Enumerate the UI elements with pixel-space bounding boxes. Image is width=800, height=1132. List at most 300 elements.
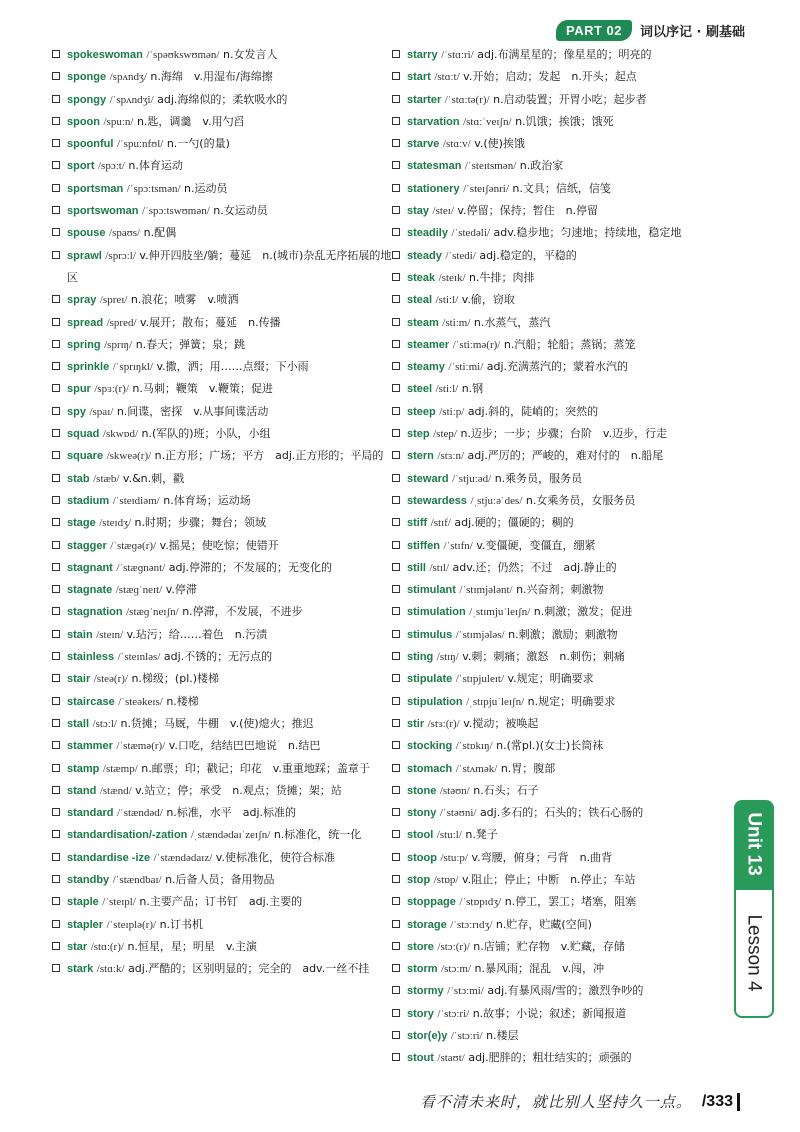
vocab-entry	[52, 914, 392, 936]
checkbox-icon[interactable]	[392, 697, 400, 705]
vocab-word: sponge	[67, 71, 107, 84]
checkbox-icon[interactable]	[52, 295, 60, 303]
checkbox-icon[interactable]	[392, 139, 400, 147]
checkbox-icon[interactable]	[52, 741, 60, 749]
vocab-entry	[52, 334, 392, 356]
checkbox-icon[interactable]	[392, 1009, 400, 1017]
unit-label: Unit 13	[734, 800, 774, 888]
vocab-pronunciation: /ˈstɑːtə(r)/	[444, 93, 490, 106]
vocab-word: starry	[407, 49, 438, 61]
vocab-entry	[392, 401, 732, 423]
checkbox-icon[interactable]	[52, 808, 60, 816]
checkbox-icon[interactable]	[392, 741, 400, 749]
checkbox-icon[interactable]	[52, 384, 60, 392]
vocab-word: staple	[67, 896, 99, 909]
vocab-entry	[392, 356, 732, 378]
vocab-word: start	[407, 71, 431, 84]
vocab-definition: n.时期；步骤；舞台；领域	[134, 516, 266, 530]
vocab-pronunciation: /stɑːt/	[434, 71, 460, 84]
part-badge: PART 02	[556, 20, 632, 41]
checkbox-icon[interactable]	[392, 362, 400, 370]
vocab-entry	[52, 222, 392, 244]
vocab-pronunciation: /stæɡˈneɪt/	[115, 584, 163, 597]
vocab-definition: adj.有暴风雨/雪的；激烈争吵的	[487, 984, 644, 998]
checkbox-icon[interactable]	[392, 429, 400, 437]
checkbox-icon[interactable]	[392, 986, 400, 994]
vocab-definition: adj.肥胖的；粗壮结实的；顽强的	[468, 1051, 632, 1065]
unit-side-tab	[734, 800, 774, 1020]
vocab-word: store	[407, 940, 434, 953]
vocab-definition: v.停留；保持；暂住 n.停留	[457, 204, 599, 218]
vocab-pronunciation: /ˈspɔːtsmən/	[126, 182, 181, 195]
vocab-entry	[392, 89, 732, 111]
checkbox-icon[interactable]	[52, 362, 60, 370]
vocab-entry	[392, 958, 732, 980]
vocab-word: stoppage	[407, 896, 456, 909]
vocab-pronunciation: /stiːm/	[442, 316, 471, 329]
vocab-word: stiffen	[407, 539, 440, 552]
checkbox-icon[interactable]	[392, 764, 400, 772]
vocab-entry	[52, 535, 392, 557]
checkbox-icon[interactable]	[52, 474, 60, 482]
vocab-pronunciation: /ˈstæɡnənt/	[116, 561, 166, 574]
vocab-pronunciation: /stæb/	[93, 472, 120, 485]
vocab-entry	[392, 512, 732, 534]
vocab-entry	[52, 891, 392, 913]
checkbox-icon[interactable]	[392, 184, 400, 192]
checkbox-icon[interactable]	[52, 161, 60, 169]
vocab-entry	[52, 512, 392, 534]
checkbox-icon[interactable]	[392, 830, 400, 838]
vocab-word: square	[67, 450, 104, 463]
vocab-pronunciation: /ˌstændədaɪˈzeɪʃn/	[190, 829, 271, 842]
vocab-definition: n.一勺(的量)	[166, 137, 230, 151]
vocab-definition: n.后备人员；备用物品	[165, 872, 275, 886]
checkbox-icon[interactable]	[392, 563, 400, 571]
vocab-definition: n.店铺；贮存物 v.贮藏，存储	[473, 939, 625, 953]
checkbox-icon[interactable]	[392, 897, 400, 905]
vocab-word: stout	[407, 1052, 434, 1065]
checkbox-icon[interactable]	[392, 964, 400, 972]
vocab-entry	[392, 557, 732, 579]
vocab-entry	[392, 155, 732, 177]
vocab-pronunciation: /stɔːl/	[92, 717, 117, 730]
vocab-pronunciation: /steɪk/	[438, 271, 466, 284]
vocab-entry	[392, 980, 732, 1002]
vocab-word: storage	[407, 918, 447, 931]
checkbox-icon[interactable]	[52, 496, 60, 504]
vocab-entry	[52, 869, 392, 891]
vocab-word: stagnate	[67, 584, 113, 597]
vocab-word: stipulation	[407, 695, 463, 708]
vocab-entry	[392, 44, 732, 66]
vocab-word: steal	[407, 294, 433, 307]
vocab-definition: n.故事；小说；叙述；新闻报道	[472, 1006, 627, 1020]
vocab-definition: n.胃；腹部	[500, 761, 556, 775]
vocab-pronunciation: /ˈstɔːri/	[437, 1007, 470, 1020]
vocab-word: stop	[407, 873, 431, 886]
vocab-pronunciation: /steɪn/	[96, 628, 124, 641]
vocab-pronunciation: /ˈstɪmjələnt/	[459, 584, 513, 597]
vocab-entry	[52, 557, 392, 579]
vocab-pronunciation: /stænd/	[99, 784, 132, 797]
vocab-word: stone	[407, 784, 437, 797]
vocab-definition: n.凳子	[465, 828, 498, 842]
vocab-pronunciation: /ˈspʌndʒi/	[109, 93, 154, 106]
vocab-entry	[52, 178, 392, 200]
vocab-definition: adj.严酷的；区别明显的；完全的 adv.一丝不挂	[128, 962, 370, 976]
vocab-pronunciation: /stəʊn/	[439, 784, 470, 797]
vocab-pronunciation: /ˈstændəd/	[116, 807, 163, 820]
vocab-entry	[52, 445, 392, 467]
vocab-pronunciation: /ˈstiːmə(r)/	[452, 338, 501, 351]
vocab-definition: n.货摊；马厩，牛棚 v.(使)熄火；推迟	[120, 716, 314, 730]
checkbox-icon[interactable]	[392, 95, 400, 103]
part-header	[556, 20, 745, 41]
checkbox-icon[interactable]	[392, 607, 400, 615]
vocab-entry	[52, 579, 392, 601]
checkbox-icon[interactable]	[392, 1031, 400, 1039]
checkbox-icon[interactable]	[52, 184, 60, 192]
checkbox-icon[interactable]	[392, 228, 400, 236]
vocab-word: stay	[407, 205, 430, 218]
vocab-word: staircase	[67, 695, 115, 708]
vocab-definition: n.贮存，贮藏(空间)	[495, 917, 592, 931]
vocab-word: stark	[67, 963, 94, 976]
vocab-definition: n.标准，水平 adj.标准的	[166, 806, 297, 820]
checkbox-icon[interactable]	[52, 830, 60, 838]
checkbox-icon[interactable]	[392, 630, 400, 638]
vocab-word: stainless	[67, 651, 115, 664]
checkbox-icon[interactable]	[392, 518, 400, 526]
vocab-pronunciation: /stɔːm/	[441, 963, 472, 976]
vocab-entry	[52, 44, 392, 66]
checkbox-icon[interactable]	[52, 563, 60, 571]
checkbox-icon[interactable]	[52, 607, 60, 615]
vocab-word: statesman	[407, 160, 462, 173]
vocab-definition: n.梯级；(pl.)楼梯	[131, 672, 220, 686]
vocab-word: story	[407, 1007, 434, 1020]
vocab-definition: n.停滞，不发展，不进步	[182, 605, 303, 619]
checkbox-icon[interactable]	[52, 585, 60, 593]
vocab-word: stomach	[407, 762, 453, 775]
vocab-pronunciation: /spred/	[106, 316, 137, 329]
vocab-entry	[52, 468, 392, 490]
vocab-pronunciation: /stiːp/	[439, 405, 465, 418]
checkbox-icon[interactable]	[52, 541, 60, 549]
vocab-definition: adv.还；仍然；不过 adj.静止的	[452, 560, 617, 574]
vocab-word: stammer	[67, 740, 113, 753]
vocab-pronunciation: /stiːl/	[435, 383, 459, 396]
vocab-definition: n.政治家	[519, 159, 564, 173]
vocab-entry	[392, 535, 732, 557]
checkbox-icon[interactable]	[52, 964, 60, 972]
vocab-entry	[392, 691, 732, 713]
vocab-entry	[392, 646, 732, 668]
vocab-entry	[52, 847, 392, 869]
vocab-pronunciation: /ˈspuːnfʊl/	[116, 138, 164, 151]
vocab-definition: n.牛排；肉排	[469, 270, 535, 284]
vocab-definition: n.女发言人	[223, 48, 278, 61]
vocab-entry	[392, 601, 732, 623]
vocab-word: stapler	[67, 918, 104, 931]
checkbox-icon[interactable]	[52, 719, 60, 727]
checkbox-icon[interactable]	[52, 429, 60, 437]
vocab-word: steam	[407, 316, 439, 329]
vocab-definition: n.体育场；运动场	[163, 493, 251, 507]
vocab-word: stern	[407, 450, 434, 463]
vocab-entry	[392, 780, 732, 802]
vocab-entry	[52, 691, 392, 713]
vocab-word: stagnation	[67, 606, 123, 619]
checkbox-icon[interactable]	[392, 251, 400, 259]
vocab-pronunciation: /ˈstəʊni/	[439, 807, 477, 820]
checkbox-icon[interactable]	[52, 50, 60, 58]
vocab-entry	[52, 245, 392, 290]
checkbox-icon[interactable]	[52, 139, 60, 147]
vocab-definition: adj.不锈的；无污点的	[163, 650, 273, 664]
checkbox-icon[interactable]	[392, 407, 400, 415]
vocab-pronunciation: /ˈstɒpɪdʒ/	[459, 896, 502, 909]
vocab-pronunciation: /stæɡˈneɪʃn/	[126, 606, 179, 619]
vocab-definition: adj.布满星星的；像星星的；明亮的	[477, 48, 652, 61]
checkbox-icon[interactable]	[392, 719, 400, 727]
vocab-word: still	[407, 561, 426, 574]
vocab-definition: adj.海绵似的；柔软吸水的	[157, 92, 288, 106]
vocab-definition: v.撒，洒；用……点缀；下小雨	[156, 360, 309, 374]
vocab-definition: adj.斜的，陡峭的；突然的	[467, 404, 599, 418]
vocab-definition: n.间谍，密探 v.从事间谍活动	[116, 404, 269, 418]
vocab-word: step	[407, 428, 430, 441]
vocab-pronunciation: /spuːn/	[103, 115, 134, 128]
checkbox-icon[interactable]	[392, 340, 400, 348]
checkbox-icon[interactable]	[52, 674, 60, 682]
checkbox-icon[interactable]	[52, 920, 60, 928]
vocab-pronunciation: /ˈstæmə(r)/	[116, 740, 166, 753]
checkbox-icon[interactable]	[52, 786, 60, 794]
vocab-entry	[52, 312, 392, 334]
checkbox-icon[interactable]	[52, 652, 60, 660]
checkbox-icon[interactable]	[392, 853, 400, 861]
vocab-word: star	[67, 940, 88, 953]
vocab-definition: n.楼层	[486, 1029, 519, 1043]
vocab-word: standardise -ize	[67, 851, 151, 864]
checkbox-icon[interactable]	[392, 920, 400, 928]
vocab-pronunciation: /ˌstjuːəˈdes/	[470, 494, 523, 507]
vocab-definition: v.口吃，结结巴巴地说 n.结巴	[168, 739, 321, 753]
vocab-word: spouse	[67, 227, 106, 240]
vocab-pronunciation: /sprɔːl/	[105, 249, 136, 262]
footer-motto: 看不清未来时，就比别人坚持久一点。	[419, 1093, 692, 1111]
vocab-word: stall	[67, 717, 90, 730]
vocab-entry	[392, 869, 732, 891]
vocab-pronunciation: /staʊt/	[437, 1052, 465, 1065]
checkbox-icon[interactable]	[392, 875, 400, 883]
vocab-definition: n.女运动员	[213, 204, 268, 218]
checkbox-icon[interactable]	[52, 95, 60, 103]
vocab-definition: v.阻止；停止；中断 n.停止；车站	[461, 872, 636, 886]
vocab-word: stoop	[407, 851, 437, 864]
vocab-entry	[52, 289, 392, 311]
vocab-pronunciation: /ˈsteɪʃənri/	[463, 182, 509, 195]
vocab-entry	[392, 468, 732, 490]
vocab-definition: n.邮票；印；戳记；印花 v.重重地踩；盖章于	[141, 761, 370, 775]
vocab-pronunciation: /ˈstɪmjələs/	[455, 628, 505, 641]
vocab-definition: n.海绵 v.用湿布/海绵擦	[150, 70, 273, 84]
checkbox-icon[interactable]	[52, 251, 60, 259]
checkbox-icon[interactable]	[392, 318, 400, 326]
vocab-pronunciation: /step/	[433, 428, 457, 441]
vocab-pronunciation: /ˈstɪfn/	[443, 539, 473, 552]
vocab-pronunciation: /stɪl/	[429, 561, 450, 574]
checkbox-icon[interactable]	[392, 451, 400, 459]
vocab-pronunciation: /ˈstɔːri/	[450, 1030, 483, 1043]
vocab-pronunciation: /ˈstjuːəd/	[452, 472, 492, 485]
vocab-entry	[52, 802, 392, 824]
checkbox-icon[interactable]	[392, 161, 400, 169]
checkbox-icon[interactable]	[392, 541, 400, 549]
checkbox-icon[interactable]	[52, 451, 60, 459]
vocab-entry	[392, 824, 732, 846]
vocab-pronunciation: /ˈstæɡə(r)/	[110, 539, 157, 552]
checkbox-icon[interactable]	[52, 340, 60, 348]
checkbox-icon[interactable]	[52, 407, 60, 415]
checkbox-icon[interactable]	[392, 1053, 400, 1061]
checkbox-icon[interactable]	[52, 853, 60, 861]
vocab-entry	[392, 624, 732, 646]
vocab-entry	[52, 66, 392, 88]
vocab-word: stagger	[67, 539, 107, 552]
vocab-entry	[52, 378, 392, 400]
vocab-entry	[52, 758, 392, 780]
vocab-word: sport	[67, 160, 95, 173]
checkbox-icon[interactable]	[392, 50, 400, 58]
vocab-definition: v.停滞	[165, 583, 197, 597]
vocab-entry	[52, 423, 392, 445]
vocab-pronunciation: /stiːl/	[435, 294, 459, 307]
vocab-word: steward	[407, 472, 449, 485]
vocab-word: standby	[67, 873, 110, 886]
checkbox-icon[interactable]	[392, 295, 400, 303]
vocab-definition: n.女乘务员，女服务员	[525, 493, 636, 507]
checkbox-icon[interactable]	[52, 518, 60, 526]
vocab-entry	[392, 758, 732, 780]
vocab-entry	[392, 423, 732, 445]
vocab-entry	[392, 267, 732, 289]
vocab-pronunciation: /stɑːˈveɪʃn/	[463, 115, 512, 128]
checkbox-icon[interactable]	[52, 942, 60, 950]
checkbox-icon[interactable]	[52, 897, 60, 905]
vocab-word: stand	[67, 784, 97, 797]
vocab-word: squad	[67, 428, 100, 441]
vocab-pronunciation: /spɔːt/	[98, 160, 125, 173]
vocab-pronunciation: /ˈstɒkɪŋ/	[455, 740, 493, 753]
checkbox-icon[interactable]	[392, 786, 400, 794]
checkbox-icon[interactable]	[392, 808, 400, 816]
checkbox-icon[interactable]	[52, 630, 60, 638]
vocab-pronunciation: /stuːp/	[440, 851, 468, 864]
checkbox-icon[interactable]	[52, 206, 60, 214]
vocab-entry	[52, 713, 392, 735]
checkbox-icon[interactable]	[52, 318, 60, 326]
checkbox-icon[interactable]	[392, 72, 400, 80]
checkbox-icon[interactable]	[52, 875, 60, 883]
page-footer	[420, 1091, 740, 1112]
vocab-entry	[392, 936, 732, 958]
vocab-entry	[392, 1047, 732, 1069]
vocab-entry	[392, 490, 732, 512]
vocab-entry	[392, 111, 732, 133]
vocab-pronunciation: /stɑːk/	[96, 963, 125, 976]
vocab-definition: v.变僵硬，变僵直，绷紧	[476, 538, 596, 552]
vocab-pronunciation: /stæmp/	[102, 762, 138, 775]
vocab-definition: v.展开；散布；蔓延 n.传播	[140, 315, 281, 329]
vocab-word: steak	[407, 271, 436, 284]
lesson-label: Lesson 4	[734, 888, 774, 1018]
vocab-definition: n.配偶	[143, 226, 177, 240]
checkbox-icon[interactable]	[52, 697, 60, 705]
checkbox-icon[interactable]	[392, 117, 400, 125]
checkbox-icon[interactable]	[392, 496, 400, 504]
checkbox-icon[interactable]	[392, 273, 400, 281]
vocab-definition: n.浪花；喷雾 v.喷洒	[130, 293, 239, 307]
checkbox-icon[interactable]	[52, 764, 60, 772]
vocab-word: stimulation	[407, 606, 466, 619]
vocab-entry	[52, 824, 392, 846]
checkbox-icon[interactable]	[392, 674, 400, 682]
vocab-pronunciation: /ˈspəʊkswʊmən/	[146, 49, 220, 61]
vocab-entry	[392, 200, 732, 222]
vocab-word: stab	[67, 472, 90, 485]
checkbox-icon[interactable]	[392, 474, 400, 482]
vocab-word: starvation	[407, 115, 460, 128]
checkbox-icon[interactable]	[392, 942, 400, 950]
vocab-pronunciation: /spreɪ/	[99, 294, 128, 307]
vocab-entry	[52, 490, 392, 512]
vocab-pronunciation: /steə(r)/	[93, 673, 128, 686]
vocab-pronunciation: /stuːl/	[436, 829, 462, 842]
vocab-entry	[392, 1003, 732, 1025]
checkbox-icon[interactable]	[52, 72, 60, 80]
vocab-pronunciation: /stɪf/	[430, 517, 451, 530]
checkbox-icon[interactable]	[392, 652, 400, 660]
checkbox-icon[interactable]	[52, 117, 60, 125]
vocab-pronunciation: /spaɪ/	[89, 405, 114, 418]
vocab-entry	[392, 178, 732, 200]
checkbox-icon[interactable]	[392, 585, 400, 593]
vocab-entry	[392, 847, 732, 869]
vocab-entry	[392, 914, 732, 936]
vocab-word: stain	[67, 628, 93, 641]
vocab-pronunciation: /steɪ/	[432, 205, 454, 218]
vocab-definition: v.(使)挨饿	[474, 137, 525, 151]
vocab-pronunciation: /stɔː(r)/	[437, 940, 470, 953]
vocab-word: stiff	[407, 517, 428, 530]
checkbox-icon[interactable]	[392, 206, 400, 214]
vocab-entry	[392, 579, 732, 601]
vocab-word: spread	[67, 316, 104, 329]
checkbox-icon[interactable]	[392, 384, 400, 392]
checkbox-icon[interactable]	[52, 228, 60, 236]
vocab-pronunciation: /stɒp/	[433, 873, 459, 886]
vocab-pronunciation: /ˈstiːmi/	[448, 361, 484, 374]
vocab-entry	[392, 668, 732, 690]
vocab-pronunciation: /stɑːv/	[442, 138, 471, 151]
vocab-definition: n.主要产品；订书钉 adj.主要的	[139, 895, 303, 909]
page-number: /333	[702, 1093, 740, 1111]
vocab-definition: n.钢	[461, 382, 484, 396]
vocab-word: sprinkle	[67, 361, 110, 374]
